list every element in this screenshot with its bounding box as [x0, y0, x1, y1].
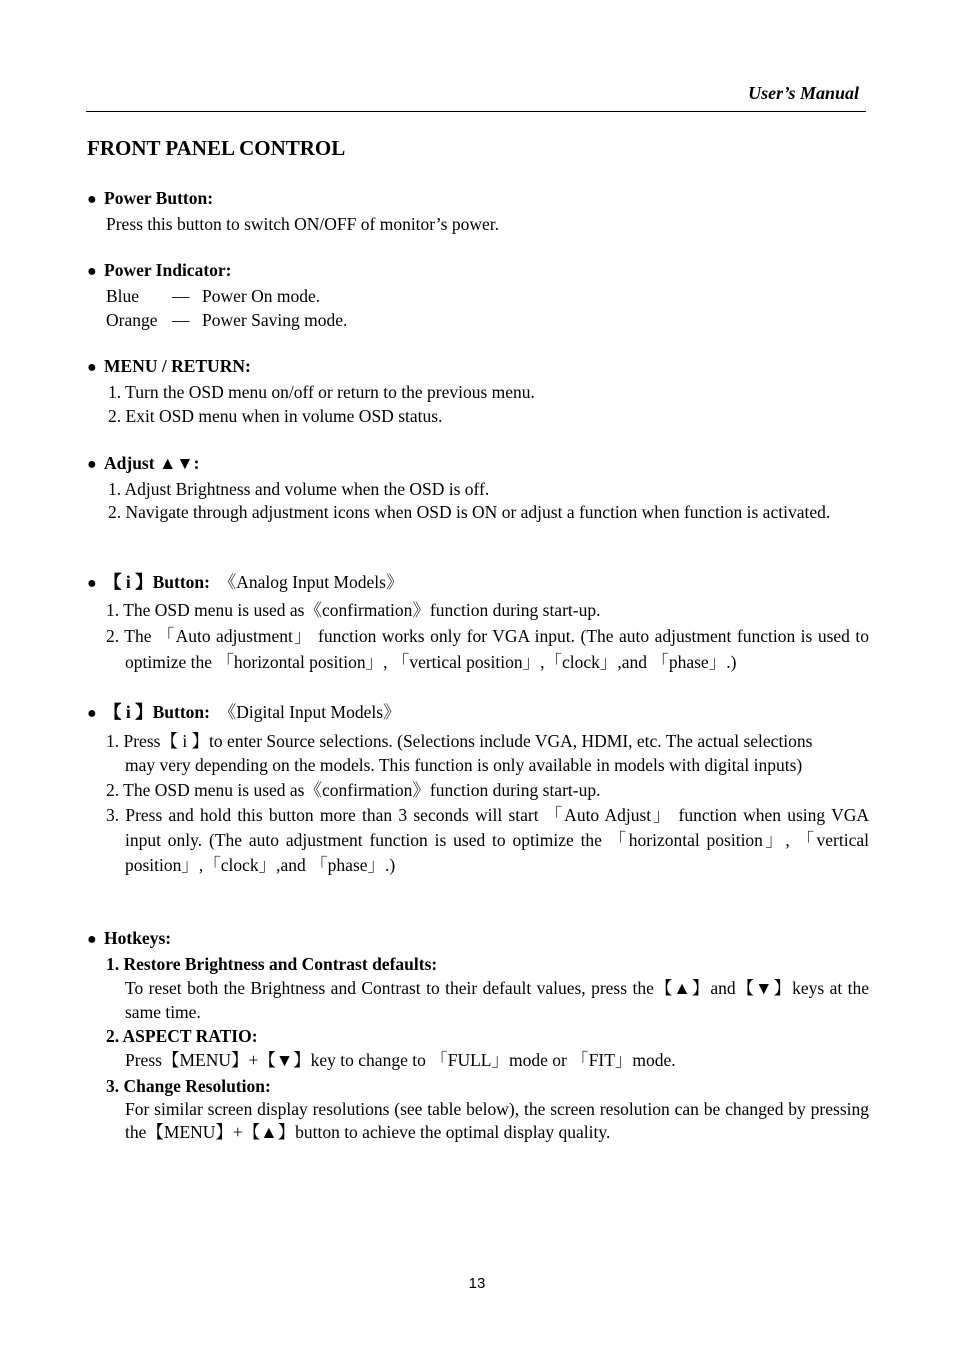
list-item: 1. The OSD menu is used as《confirmation》function during start-up. [106, 600, 601, 620]
header-title: User’s Manual [748, 83, 859, 103]
section-text: Press this button to switch ON/OFF of monitor’s power. [106, 214, 499, 234]
indicator-mode: Power Saving mode. [202, 310, 348, 330]
list-item: 1. Press【 i 】to enter Source selections. (Selections include VGA, HDMI, etc. The actual selections may very depending on the models. This function is only available in models with digital inputs) [106, 731, 813, 775]
list-item: 2. Exit OSD menu when in volume OSD status. [108, 406, 443, 426]
header-rule [86, 111, 866, 112]
section-label: Hotkeys: [104, 928, 172, 948]
list-item: 2. Navigate through adjustment icons when OSD is ON or adjust a function when function is activated. [108, 502, 831, 522]
bullet-icon: ● [87, 456, 97, 473]
bullet-icon: ● [87, 931, 97, 948]
indicator-mode: Power On mode. [202, 286, 321, 306]
section-hotkeys [87, 926, 869, 1144]
indicator-dash: — [172, 310, 190, 330]
section-adjust [87, 451, 869, 524]
section-label: 【 i 】Button: [104, 702, 210, 722]
section-menu-return [87, 354, 869, 428]
section-label: MENU / RETURN: [104, 356, 251, 376]
list-item: 1. Turn the OSD menu on/off or return to the previous menu. [108, 382, 535, 402]
section-label: Power Button: [104, 188, 214, 208]
hotkey-title: 3. Change Resolution: [106, 1076, 271, 1096]
hotkey-title: 2. ASPECT RATIO: [106, 1026, 258, 1046]
section-sublabel: 《Digital Input Models》 [218, 702, 401, 722]
bullet-icon: ● [87, 263, 97, 280]
indicator-color: Blue [106, 286, 140, 306]
indicator-dash: — [172, 286, 190, 306]
section-i-button-analog [87, 569, 869, 675]
list-item: 3. Press and hold this button more than 3 seconds will start 「Auto Adjust」 function when using VGA input only. (The auto adjustment function is used to optimize the 「horizontal position」, 「vertical position」,「clock」,and 「phase」.) [106, 805, 869, 875]
list-item: 2. The OSD menu is used as《confirmation》function during start-up. [106, 780, 601, 800]
section-label: 【 i 】Button: [104, 572, 210, 592]
section-i-button-digital [87, 699, 869, 878]
indicator-row [87, 308, 869, 332]
section-label: Power Indicator: [104, 260, 232, 280]
page-title: FRONT PANEL CONTROL [87, 136, 346, 160]
hotkey-title: 1. Restore Brightness and Contrast defaults: [106, 954, 438, 974]
list-item: 1. Adjust Brightness and volume when the OSD is off. [108, 479, 490, 499]
bullet-icon: ● [87, 575, 97, 592]
indicator-row [87, 284, 869, 308]
section-power-indicator [87, 258, 869, 332]
section-label: Adjust ▲▼: [104, 453, 200, 473]
hotkey-desc: Press【MENU】+【▼】key to change to 「FULL」mode or 「FIT」mode. [125, 1050, 676, 1070]
section-sublabel: 《Analog Input Models》 [218, 572, 404, 592]
hotkey-desc: For similar screen display resolutions (see table below), the screen resolution can be changed by pressing the【MENU】+【▲】button to achieve the optimal display quality. [125, 1099, 869, 1142]
section-power-button [87, 186, 869, 236]
bullet-icon: ● [87, 705, 97, 722]
page-number: 13 [468, 1275, 486, 1292]
hotkey-desc: To reset both the Brightness and Contrast to their default values, press the【▲】and【▼】keys at the same time. [125, 978, 869, 1022]
bullet-icon: ● [87, 191, 97, 208]
list-item: 2. The 「Auto adjustment」 function works only for VGA input. (The auto adjustment function is used to optimize the 「horizontal position」, 「vertical position」,「clock」,and 「phase」.) [106, 626, 869, 672]
indicator-color: Orange [106, 310, 158, 330]
bullet-icon: ● [87, 359, 97, 376]
